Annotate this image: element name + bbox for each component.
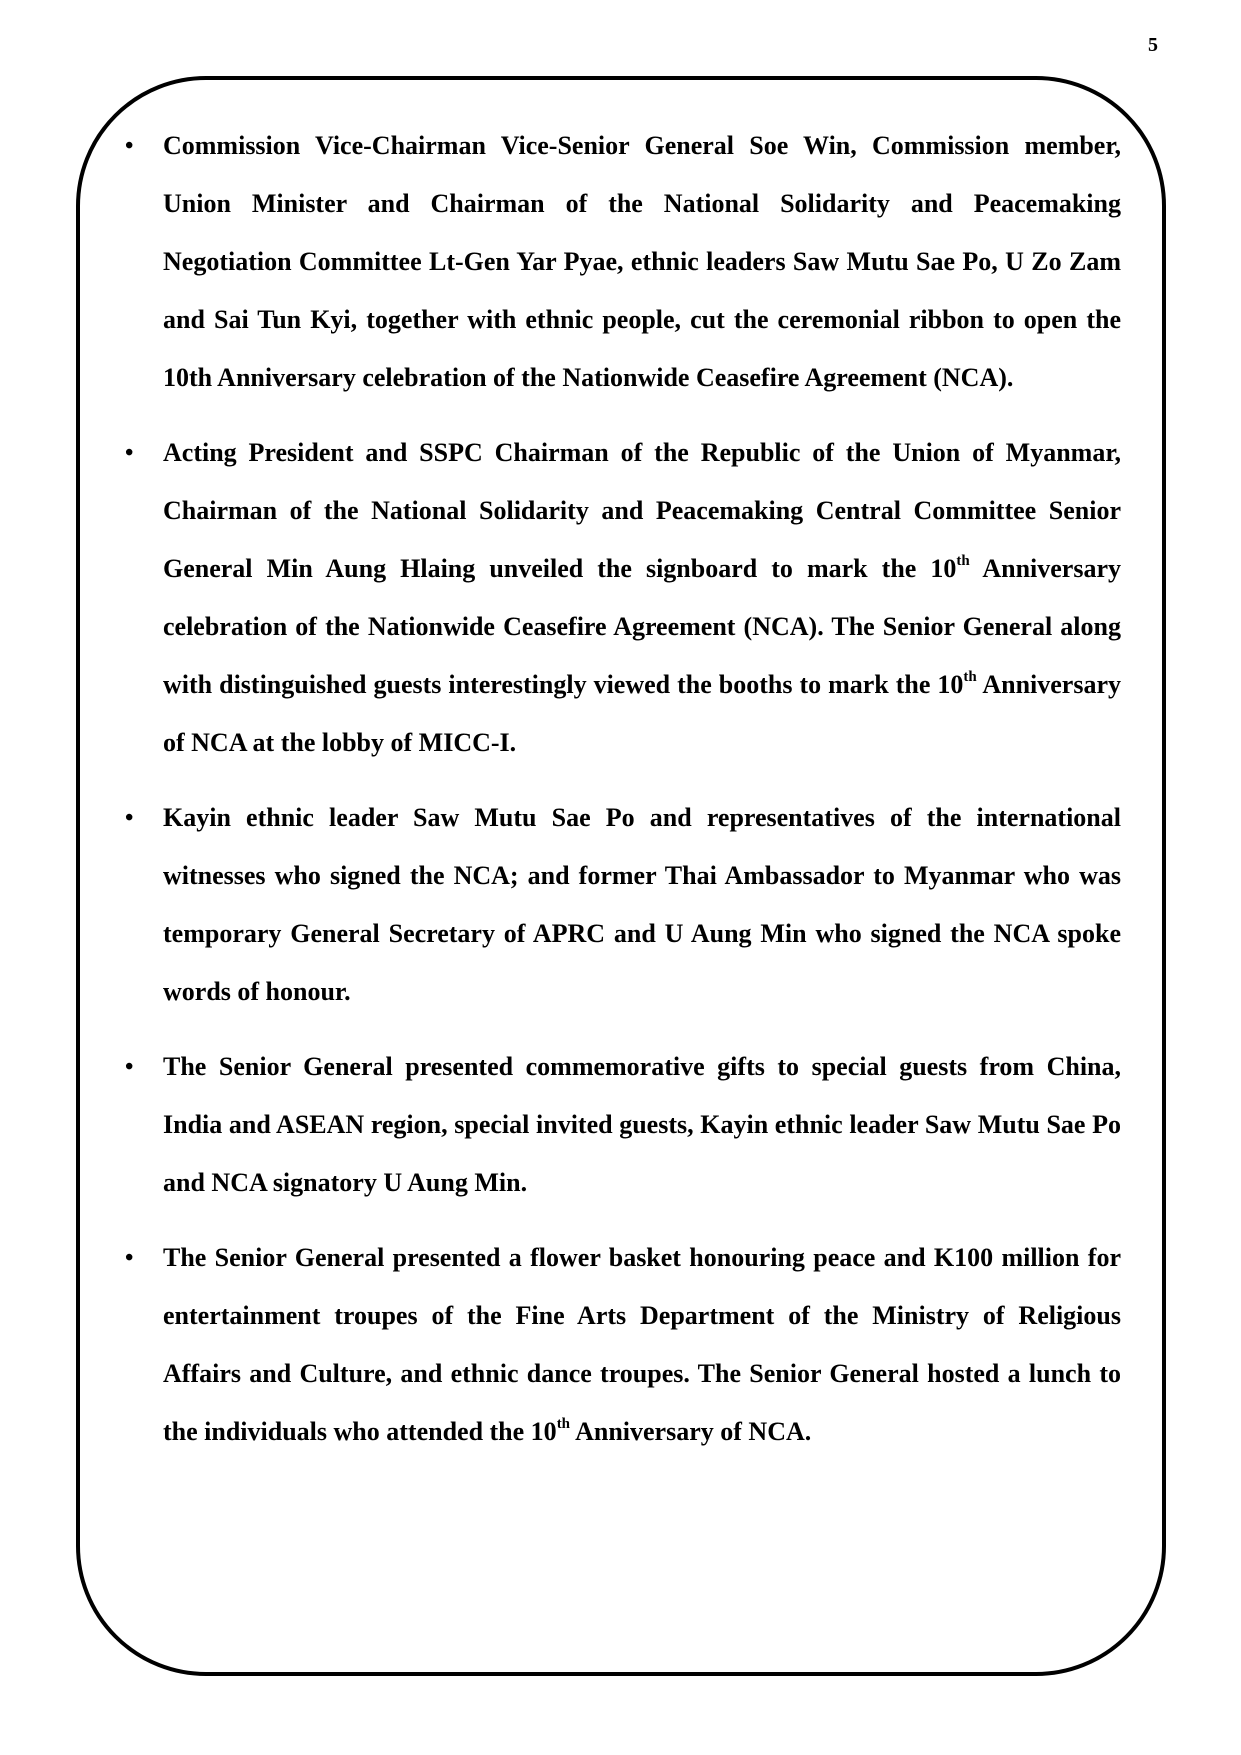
- text-segment: Anniversary of NCA at the lobby of MICC-I.: [163, 670, 1121, 757]
- bullet-text: [163, 1229, 1121, 1461]
- text-segment: Anniversary of NCA.: [570, 1417, 812, 1446]
- ordinal-superscript: th: [963, 669, 977, 685]
- ordinal-superscript: th: [556, 1416, 571, 1432]
- bullet-icon: •: [125, 805, 134, 831]
- text-segment: Kayin ethnic leader Saw Mutu Sae Po and representatives of the international witnesses who signed the NCA; and former Thai Ambassador to Myanmar who was temporary General Secretary of APRC and U Aung Min who signed the NCA spoke words of honour.: [163, 803, 1121, 1006]
- bullet-list: [118, 117, 1121, 1478]
- bullet-item: [118, 1038, 1121, 1212]
- bullet-item: [118, 424, 1121, 772]
- bullet-item: [118, 117, 1121, 407]
- ordinal-superscript: th: [956, 553, 970, 569]
- text-segment: Anniversary celebration of the Nationwide Ceasefire Agreement (NCA). The Senior General along with distinguished guests interestingly viewed the booths to mark the 10: [163, 554, 1121, 699]
- text-segment: The Senior General presented commemorative gifts to special guests from China, India and ASEAN region, special invited guests, Kayin ethnic leader Saw Mutu Sae Po and NCA signatory U Aung Min.: [163, 1052, 1121, 1197]
- bullet-item: [118, 1229, 1121, 1461]
- bullet-icon: •: [125, 1054, 134, 1080]
- bullet-icon: •: [125, 440, 134, 466]
- text-segment: Acting President and SSPC Chairman of the Republic of the Union of Myanmar, Chairman of the National Solidarity and Peacemaking Central Committee Senior General Min Aung Hlaing unveiled the signboard to mark the 10: [163, 438, 1121, 583]
- bullet-icon: •: [125, 1245, 134, 1271]
- bullet-item: [118, 789, 1121, 1021]
- bullet-text: [163, 117, 1121, 407]
- text-segment: Commission Vice-Chairman Vice-Senior General Soe Win, Commission member, Union Minister and Chairman of the National Solidarity and Peacemaking Negotiation Committee Lt-Gen Yar Pyae, ethnic leaders Saw Mutu Sae Po, U Zo Zam and Sai Tun Kyi, together with ethnic people, cut the ceremonial ribbon to open the 10th Anniversary celebration of the Nationwide Ceasefire Agreement (NCA).: [163, 131, 1121, 392]
- bullet-text: [163, 789, 1121, 1021]
- bullet-text: [163, 424, 1121, 772]
- bullet-text: [163, 1038, 1121, 1212]
- bullet-icon: •: [125, 133, 134, 159]
- page-number: 5: [1148, 34, 1158, 56]
- text-segment: The Senior General presented a flower basket honouring peace and K100 million for entertainment troupes of the Fine Arts Department of the Ministry of Religious Affairs and Culture, and ethnic dance troupes. The Senior General hosted a lunch to the individuals who attended the 10: [163, 1243, 1121, 1446]
